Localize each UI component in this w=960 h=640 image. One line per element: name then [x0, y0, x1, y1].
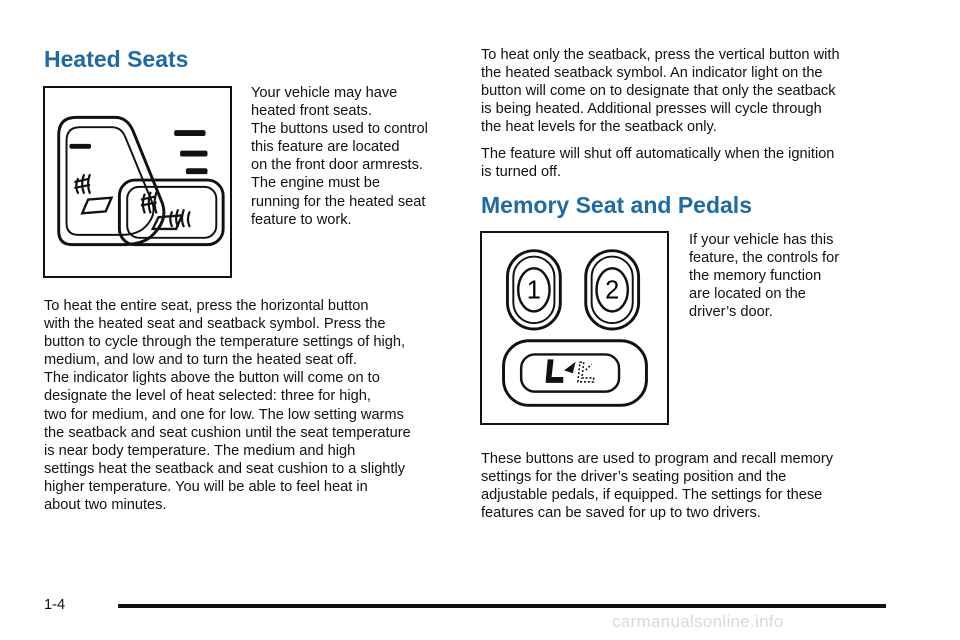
memory-seat-intro: If your vehicle has this feature, the controls for the memory function are located on the driver’s door. [689, 232, 840, 321]
heated-seat-buttons-figure [43, 86, 232, 278]
heat-level-light-high [174, 130, 205, 136]
heated-seats-body: To heat the entire seat, press the horizontal button with the heated seat and seatback symbol. Press the button to cycle through the temperature settings of high, medium, and low and to turn the heated seat off. The indicator lights above the button will come on to designate the level of heat selected: three for high, two for medium, and one for low. The low setting warms the seatback and seat cushion until the seat temperature is near body temperature. The medium and high settings heat the seatback and seat cushion to a slightly higher temperature. You will be able to feel heat in about two minutes. [44, 298, 411, 514]
memory-buttons-illustration [482, 233, 667, 423]
heated-seatback-icon [74, 174, 111, 213]
seat-position-icon [547, 360, 574, 382]
memory-seat-body: These buttons are used to program and recall memory settings for the driver’s seating position and the adjustable pedals, if equipped. The settings for these features can be saved for up to two drivers. [481, 451, 834, 522]
memory-buttons-figure [480, 231, 669, 425]
footer-rule [118, 604, 886, 608]
auto-shutoff-paragraph: The feature will shut off automatically when the ignition is turned off. [481, 146, 835, 181]
heated-seats-intro: Your vehicle may have heated front seats. The buttons used to control this feature are located on the front door armrests. The engine must be running for the heated seat feature to work. [251, 85, 428, 228]
memory-button-2-label: 2 [605, 276, 620, 305]
heated-seats-heading: Heated Seats [44, 46, 189, 72]
page-number: 1-4 [44, 597, 66, 613]
memory-button-1-label: 1 [526, 276, 541, 305]
heat-level-light-low [186, 168, 208, 174]
heated-seat-buttons-illustration [45, 88, 230, 276]
memory-seat-heading: Memory Seat and Pedals [481, 192, 752, 218]
heat-level-light-medium [180, 151, 207, 157]
seatback-heat-paragraph: To heat only the seatback, press the vertical button with the heated seatback symbol. An indicator light on the button will come on to designate that only the seatback is being heated. Additional presses will cycle through the heat levels for the seatback only. [481, 47, 840, 136]
watermark: carmanualsonline.info [612, 612, 784, 631]
seatback-indicator-light [69, 144, 91, 149]
seat-exit-icon [578, 362, 594, 382]
